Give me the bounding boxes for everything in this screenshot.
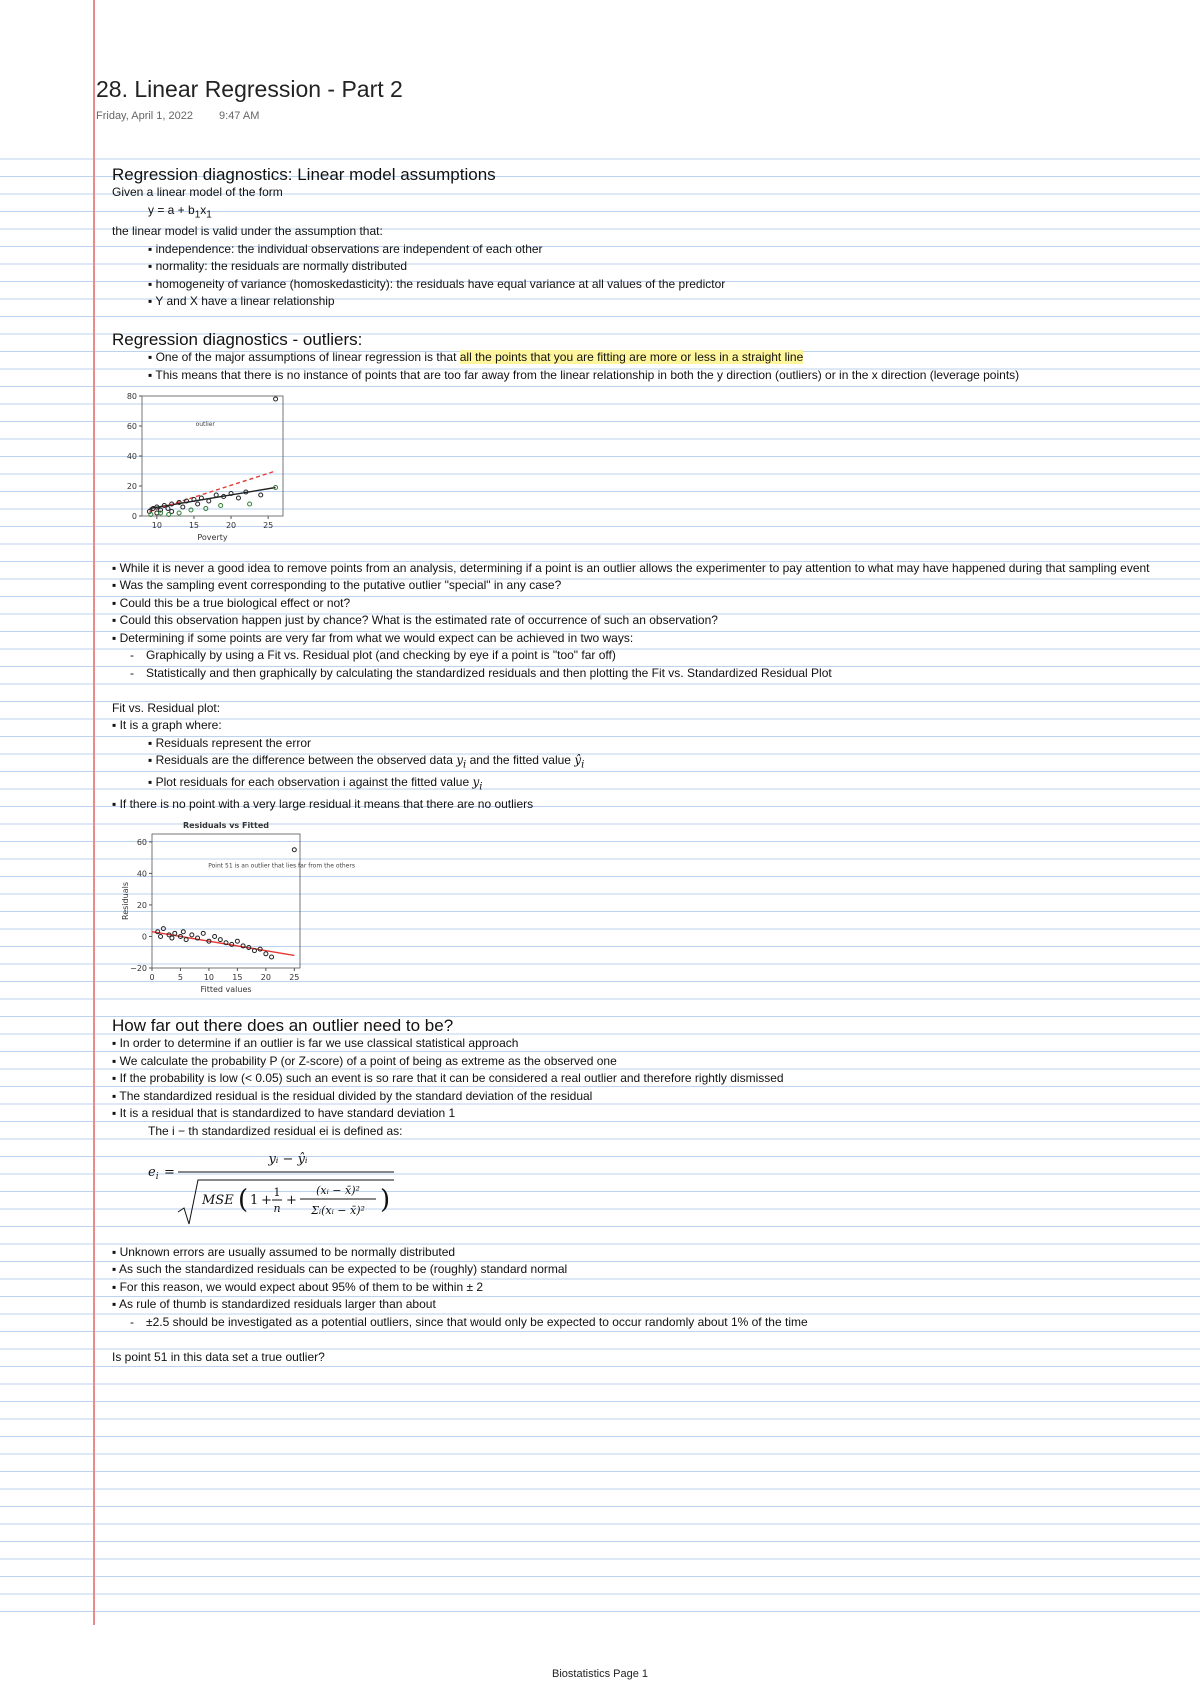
bullet-text: Residuals are the difference between the observed data bbox=[155, 753, 457, 768]
bullet-text: Graphically by using a Fit vs. Residual plot (and checking by eye if a point is "too" far off) bbox=[146, 648, 616, 663]
data-point bbox=[159, 934, 163, 938]
list-item: ▪ normality: the residuals are normally distributed bbox=[148, 259, 408, 274]
paren-close: ) bbox=[380, 1185, 391, 1216]
y-tick-label: 20 bbox=[126, 482, 137, 492]
math-sub-i: i bbox=[479, 781, 483, 793]
assumptions-lead: the linear model is valid under the assumption that: bbox=[112, 224, 383, 239]
data-point bbox=[166, 507, 170, 511]
list-item: ▪ It is a graph where: bbox=[112, 718, 222, 733]
list-item: ▪ Residuals represent the error bbox=[148, 735, 312, 750]
list-item: ▪ Y and X have a linear relationship bbox=[148, 294, 335, 309]
data-point bbox=[189, 508, 193, 512]
chart-title: Residuals vs Fitted bbox=[183, 820, 269, 830]
definition-line: The i − th standardized residual ei is defined as: bbox=[148, 1123, 403, 1138]
data-point bbox=[274, 397, 278, 401]
spacer bbox=[112, 311, 1192, 329]
bullet-text: We calculate the probability P (or Z-score) of a point of being as extreme as the observed one bbox=[119, 1053, 617, 1068]
math-yhat-i bbox=[574, 753, 585, 771]
data-point bbox=[196, 502, 200, 506]
data-point bbox=[207, 499, 211, 503]
bullet-text: If there is no point with a very large residual it means that there are no outliers bbox=[119, 797, 534, 812]
list-item: ▪ Unknown errors are usually assumed to be normally distributed bbox=[112, 1244, 456, 1259]
data-point bbox=[184, 937, 188, 941]
model-text: y = a + b bbox=[148, 202, 195, 217]
list-item: ▪ Could this observation happen just by chance? What is the estimated rate of occurrence of such an observation? bbox=[112, 613, 718, 628]
y-tick-label: 0 bbox=[141, 932, 147, 942]
page-footer: Biostatistics Page 1 bbox=[552, 1668, 648, 1680]
bullet-text: As rule of thumb is standardized residuals larger than about bbox=[118, 1297, 436, 1312]
y-tick-label: 0 bbox=[131, 512, 137, 522]
bullet-text: Was the sampling event corresponding to the putative outlier "special" in any case? bbox=[119, 578, 562, 593]
model-equation bbox=[112, 202, 1192, 224]
time-text: 9:47 AM bbox=[219, 110, 260, 122]
heading-assumptions: Regression diagnostics: Linear model assumptions bbox=[112, 165, 496, 184]
formula-x-denominator: Σᵢ(xᵢ − x̄)² bbox=[311, 1204, 365, 1218]
formula-numerator: yᵢ − ŷᵢ bbox=[268, 1152, 308, 1168]
x-tick-label: 20 bbox=[260, 972, 271, 982]
bullet-text: normality: the residuals are normally distributed bbox=[155, 259, 408, 274]
bullet-text: ±2.5 should be investigated as a potential outliers, since that would only be expected to occur randomly about 1% of the time bbox=[146, 1314, 808, 1329]
spacer bbox=[112, 1331, 1192, 1349]
closing-question: Is point 51 in this data set a true outlier? bbox=[112, 1349, 325, 1364]
list-item: ▪ Plot residuals for each observation i against the fitted value $y_i$ bbox=[148, 775, 483, 793]
list-item: - ±2.5 should be investigated as a potential outliers, since that would only be expected to occur randomly about 1% of the time bbox=[130, 1314, 808, 1329]
formula-e: $e_i$ bbox=[148, 1165, 159, 1183]
list-item: ▪ Residuals are the difference between the observed data $y_i$ and the fitted value $ŷ_i$ bbox=[148, 753, 585, 771]
heading-outliers: Regression diagnostics - outliers: bbox=[112, 330, 363, 350]
y-tick-label: 40 bbox=[136, 869, 147, 879]
notebook-margin-line bbox=[93, 0, 95, 1625]
note-paragraph: ▪ While it is never a good idea to remove points from an analysis, determining if a point is an outlier allows the experimenter to pay attention to what may have happened during that sampling event bbox=[112, 560, 1150, 575]
x-tick-label: 5 bbox=[177, 972, 184, 982]
list-item: ▪ Could this be a true biological effect or not? bbox=[112, 595, 351, 610]
bullet-text: Could this be a true biological effect or not? bbox=[119, 595, 351, 610]
y-tick-label: 60 bbox=[126, 422, 137, 432]
math-y: y bbox=[456, 753, 464, 768]
bullet-text: The standardized residual is the residual divided by the standard deviation of the residual bbox=[119, 1088, 593, 1103]
model-x-sub: 1 bbox=[206, 208, 212, 220]
chart-annotation: outlier bbox=[195, 421, 215, 429]
data-point bbox=[201, 931, 205, 935]
list-item: ▪ As rule of thumb is standardized residuals larger than about bbox=[112, 1297, 436, 1312]
bullet-text: If the probability is low (< 0.05) such an event is so rare that it can be considered a real outlier and therefore rightly dismissed bbox=[119, 1071, 784, 1086]
y-tick-label: −20 bbox=[130, 963, 147, 973]
data-point bbox=[204, 507, 208, 511]
data-point bbox=[213, 934, 217, 938]
data-point bbox=[248, 502, 252, 506]
data-point bbox=[214, 493, 218, 497]
math-y: y bbox=[472, 775, 480, 790]
x-axis-label: Poverty bbox=[197, 533, 228, 543]
page-title: 28. Linear Regression - Part 2 bbox=[96, 76, 403, 102]
list-item: ▪ It is a residual that is standardized to have standard deviation 1 bbox=[112, 1106, 456, 1121]
highlighted-text: all the points that you are fitting are more or less in a straight line bbox=[459, 350, 804, 365]
bullet-text: and the fitted value bbox=[466, 753, 575, 768]
data-point bbox=[190, 933, 194, 937]
page-date bbox=[96, 110, 259, 122]
formula-equals: = bbox=[164, 1165, 175, 1181]
x-tick-label: 15 bbox=[232, 972, 243, 982]
list-item: ▪ Determining if some points are very far from what we would expect can be achieved in two ways: bbox=[112, 630, 634, 645]
x-tick-label: 15 bbox=[188, 521, 200, 531]
residuals-vs-fitted-chart bbox=[118, 818, 355, 1003]
bullet-text: Y and X have a linear relationship bbox=[155, 294, 335, 309]
data-point bbox=[236, 496, 240, 500]
data-point bbox=[218, 937, 222, 941]
paren-open: ( bbox=[238, 1185, 249, 1216]
bullet-text: homogeneity of variance (homoskedasticity): the residuals have equal variance at all values of the predictor bbox=[155, 276, 726, 291]
y-tick-label: 80 bbox=[126, 392, 137, 402]
heading-fit-residual: Fit vs. Residual plot: bbox=[112, 700, 221, 715]
bullet-text: It is a residual that is standardized to have standard deviation 1 bbox=[119, 1106, 456, 1121]
list-item: - Graphically by using a Fit vs. Residual plot (and checking by eye if a point is "too" far off) bbox=[130, 648, 616, 663]
spacer bbox=[112, 682, 1192, 700]
list-item: ▪ The standardized residual is the residual divided by the standard deviation of the residual bbox=[112, 1088, 593, 1103]
y-tick-label: 20 bbox=[136, 900, 147, 910]
list-item: ▪ In order to determine if an outlier is far we use classical statistical approach bbox=[112, 1036, 519, 1051]
list-item: ▪ If there is no point with a very large residual it means that there are no outliers bbox=[112, 797, 534, 812]
bullet-text: Unknown errors are usually assumed to be normally distributed bbox=[119, 1244, 456, 1259]
bullet-text: In order to determine if an outlier is far we use classical statistical approach bbox=[119, 1036, 519, 1051]
math-yhat: ŷ bbox=[574, 753, 582, 768]
list-item: ▪ We calculate the probability P (or Z-score) of a point of being as extreme as the observed one bbox=[112, 1053, 617, 1068]
standardized-residual-formula bbox=[148, 1146, 1192, 1234]
list-item: ▪ For this reason, we would expect about 95% of them to be within ± 2 bbox=[112, 1279, 484, 1294]
data-point bbox=[292, 847, 296, 851]
bullet-text: Plot residuals for each observation i against the fitted value bbox=[155, 775, 473, 790]
bullet-text: It is a graph where: bbox=[119, 718, 222, 733]
list-item: ▪ Was the sampling event corresponding to the putative outlier "special" in any case? bbox=[112, 578, 562, 593]
list-item: ▪ independence: the individual observations are independent of each other bbox=[148, 241, 543, 256]
figure-residuals-vs-fitted bbox=[118, 818, 1192, 1009]
x-tick-label: 25 bbox=[263, 521, 274, 531]
list-item: ▪ One of the major assumptions of linear regression is that all the points that you are fitting are more or less in a straight line bbox=[148, 350, 804, 365]
assumptions-intro: Given a linear model of the form bbox=[112, 185, 283, 199]
list-item: ▪ If the probability is low (< 0.05) such an event is so rare that it can be considered a real outlier and therefore rightly dismissed bbox=[112, 1071, 784, 1086]
data-point bbox=[219, 504, 223, 508]
chart-annotation: Point 51 is an outlier that lies far from the others bbox=[208, 862, 355, 870]
heading-how-far: How far out there does an outlier need to be? bbox=[112, 1016, 454, 1036]
bullet-text: As such the standardized residuals can be expected to be (roughly) standard normal bbox=[118, 1262, 568, 1277]
figure-outlier-scatter bbox=[118, 388, 1192, 554]
data-point bbox=[270, 955, 274, 959]
date-text: Friday, April 1, 2022 bbox=[96, 110, 194, 122]
data-point bbox=[181, 929, 185, 933]
data-point bbox=[177, 511, 181, 515]
data-point bbox=[181, 505, 185, 509]
bullet-text: independence: the individual observations are independent of each other bbox=[155, 241, 543, 256]
list-item: ▪ As such the standardized residuals can be expected to be (roughly) standard normal bbox=[112, 1262, 568, 1277]
bullet-text: Determining if some points are very far from what we would expect can be achieved in two ways: bbox=[119, 630, 634, 645]
formula-graphic bbox=[148, 1146, 408, 1228]
data-point bbox=[170, 936, 174, 940]
formula-one: 1 bbox=[250, 1193, 259, 1209]
formula-plus: + bbox=[261, 1193, 272, 1209]
x-tick-label: 10 bbox=[203, 972, 215, 982]
math-yi bbox=[456, 753, 467, 771]
y-tick-label: 60 bbox=[136, 837, 147, 847]
bullet-text: Statistically and then graphically by calculating the standardized residuals and then plotting the Fit vs. Standardized Residual Plot bbox=[146, 665, 832, 680]
y-axis-label: Residuals bbox=[121, 881, 130, 920]
formula-plus: + bbox=[286, 1193, 297, 1209]
math-sub-i: i bbox=[581, 759, 585, 771]
x-tick-label: 25 bbox=[289, 972, 300, 982]
y-tick-label: 40 bbox=[126, 452, 137, 462]
x-tick-label: 0 bbox=[149, 972, 155, 982]
bullet-text: While it is never a good idea to remove points from an analysis, determining if a point is an outlier allows the experimenter to pay attention to what may have happened during that sampling event bbox=[119, 560, 1150, 575]
formula-1-over: 1 bbox=[273, 1186, 281, 1200]
math-yi bbox=[472, 775, 483, 793]
bullet-text: For this reason, we would expect about 95% of them to be within ± 2 bbox=[119, 1279, 484, 1294]
list-item: - Statistically and then graphically by calculating the standardized residuals and then plotting the Fit vs. Standardized Residual Plot bbox=[130, 665, 832, 680]
model-x: x bbox=[200, 202, 207, 217]
data-point bbox=[259, 493, 263, 497]
list-item: ▪ This means that there is no instance of points that are too far away from the linear relationship in both the y direction (outliers) or in the x direction (leverage points) bbox=[148, 367, 1020, 382]
outlier-scatter-chart bbox=[118, 388, 293, 548]
data-point bbox=[264, 951, 268, 955]
data-point bbox=[173, 931, 177, 935]
bullet-text: This means that there is no instance of points that are too far away from the linear relationship in both the y direction (outliers) or in the x direction (leverage points) bbox=[155, 367, 1020, 382]
x-axis-label: Fitted values bbox=[200, 984, 252, 994]
bullet-text: One of the major assumptions of linear regression is that bbox=[155, 350, 460, 365]
bullet-text: Could this observation happen just by chance? What is the estimated rate of occurrence of such an observation? bbox=[119, 613, 718, 628]
x-tick-label: 20 bbox=[225, 521, 237, 531]
formula-mse: MSE bbox=[202, 1193, 234, 1209]
list-item: ▪ homogeneity of variance (homoskedasticity): the residuals have equal variance at all values of the predictor bbox=[148, 276, 726, 291]
formula-n: n bbox=[273, 1202, 281, 1216]
plot-frame bbox=[152, 834, 300, 968]
data-point bbox=[161, 926, 165, 930]
data-point bbox=[235, 939, 239, 943]
model-sub: 1 bbox=[194, 208, 201, 220]
bullet-text: Residuals represent the error bbox=[155, 735, 312, 750]
formula-x-numerator: (xᵢ − x̄)² bbox=[316, 1184, 360, 1198]
note-content bbox=[112, 163, 1192, 1366]
math-sub-i: i bbox=[463, 759, 467, 771]
x-tick-label: 10 bbox=[151, 521, 162, 531]
